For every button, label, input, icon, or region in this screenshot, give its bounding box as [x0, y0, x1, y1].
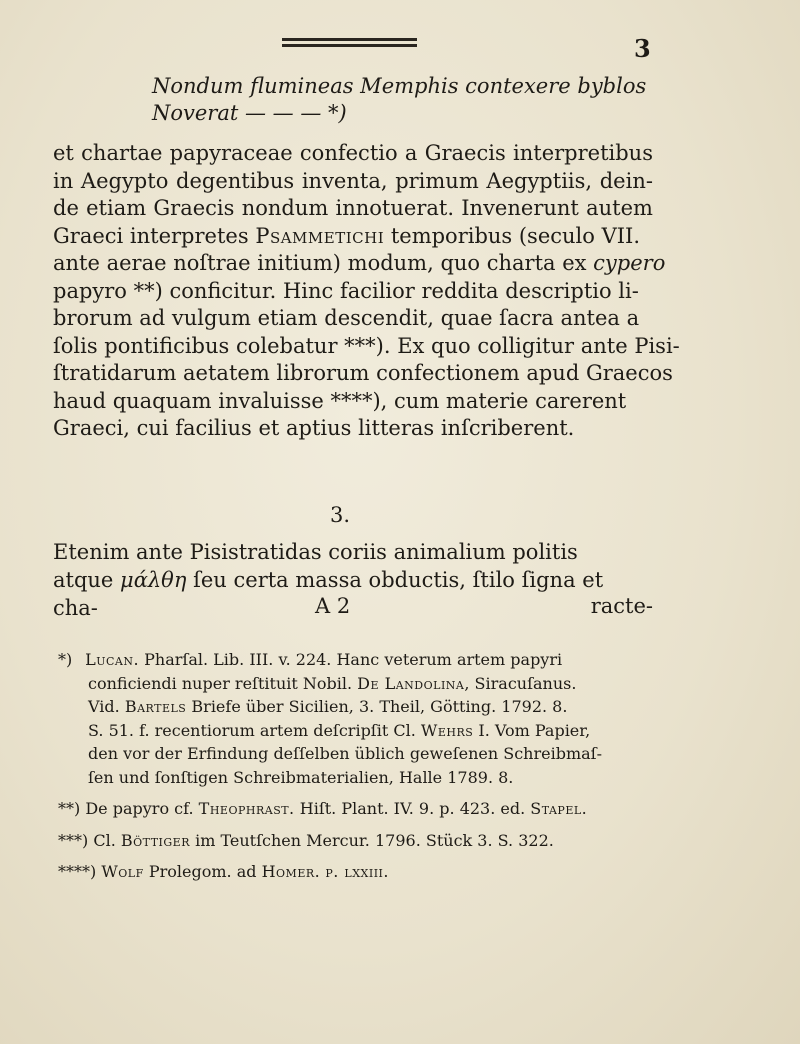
footnotes [58, 648, 658, 884]
text-span: temporibus (seculo VII. [390, 223, 641, 248]
page-number: 3 [634, 34, 651, 63]
text-span: atque [53, 568, 114, 592]
footnote-mark: ***) [58, 830, 89, 850]
signature-line [53, 594, 653, 622]
text-span: ſeu certa massa obductis, ſtilo ſigna et cha- [53, 568, 604, 620]
text-span: De papyro cf. [85, 799, 194, 818]
footnote-line [58, 672, 658, 696]
footnote-mark: ****) [58, 862, 97, 881]
author-name: Homer. [261, 862, 321, 881]
person-name: Wehrs [420, 720, 474, 740]
text-line: et chartae papyraceae confectio a Graecis interpretibus [53, 141, 653, 165]
text-line: ſolis pontificibus colebatur ***). Ex quo colligitur ante Pisi- [53, 333, 680, 358]
text-span: Graeci interpretes [53, 223, 249, 248]
text-line [53, 250, 666, 278]
text-span: ante aerae noſtrae initium) modum, quo charta ex [53, 251, 587, 275]
signature-mark: A 2 [315, 594, 351, 618]
person-name: De Landolina [357, 673, 465, 693]
header-ornament-rule [282, 38, 417, 48]
footnote-line [58, 719, 658, 743]
footnote-mark: *) [58, 650, 73, 669]
footnote-line [58, 648, 658, 672]
text-span: p. lxxiii. [325, 862, 389, 881]
footnote-3 [58, 829, 658, 853]
footnote-2 [58, 797, 658, 821]
text-line: de etiam Graecis nondum innotuerat. Invenerunt autem [53, 196, 653, 220]
text-span: , Siracuſanus. [464, 673, 577, 693]
author-name: Theophrast. [198, 799, 295, 818]
text-span: Hiſt. Plant. IV. 9. p. 423. ed. [299, 799, 526, 818]
verse-line-2: Noverat — — — *) [152, 101, 347, 125]
footnote-line: ſen und ſonſtigen Schreibmaterialien, Halle 1789. 8. [88, 767, 514, 787]
text-span: I. Vom Papier, [478, 720, 591, 740]
verse-line-1: Nondum flumineas Memphis contexere byblos [152, 74, 647, 98]
section-number: 3. [330, 503, 351, 527]
text-span: Vid. [88, 697, 120, 716]
text-line: ſtratidarum aetatem librorum confectionem apud Graecos [53, 361, 673, 385]
greek-word: μάλθη [120, 568, 187, 592]
footnote-line [58, 695, 658, 719]
footnote-4 [58, 860, 658, 884]
catchword: racte- [590, 594, 653, 618]
text-span: S. 51. f. recentiorum artem deſcripſit Cl. [88, 720, 416, 740]
footnote-mark: **) [58, 799, 81, 818]
author-name: Lucan. [85, 650, 140, 669]
text-line: Graeci, cui facilius et aptius litteras inſcriberent. [53, 416, 575, 440]
person-name: Bartels [124, 697, 187, 716]
text-line: in Aegypto degentibus inventa, primum Aegyptiis, dein- [53, 168, 653, 193]
text-span: Pharſal. Lib. III. v. 224. Hanc veterum artem papyri [144, 650, 563, 669]
paragraph-1 [53, 140, 680, 443]
footnote-1 [58, 648, 658, 789]
text-line [53, 223, 653, 251]
footnote-line: den vor der Erfindung deſſelben üblich geweſenen Schreibmaſ- [88, 744, 602, 763]
author-name: Wolf [101, 862, 144, 881]
editor-name: Stapel. [530, 799, 588, 818]
text-span: Cl. [93, 830, 116, 850]
text-line: papyro **) conficitur. Hinc facilior reddita descriptio li- [53, 278, 639, 303]
text-span: conficiendi nuper reſtituit Nobil. [88, 673, 353, 693]
text-line: brorum ad vulgum etiam descendit, quae ſacra antea a [53, 306, 640, 330]
person-name: Psammetichi [255, 223, 385, 248]
text-span: Briefe über Sicilien, 3. Theil, Götting. 1792. 8. [191, 697, 568, 716]
author-name: Böttiger [120, 830, 190, 850]
text-line: haud quaquam invaluisse ****), cum materie carerent [53, 388, 627, 413]
text-span: Prolegom. ad [148, 862, 257, 881]
text-line: Etenim ante Pisistratidas coriis animalium politis [53, 540, 578, 564]
text-span: im Teutſchen Mercur. 1796. Stück 3. S. 322. [195, 830, 554, 850]
italic-term: cypero [593, 251, 666, 275]
